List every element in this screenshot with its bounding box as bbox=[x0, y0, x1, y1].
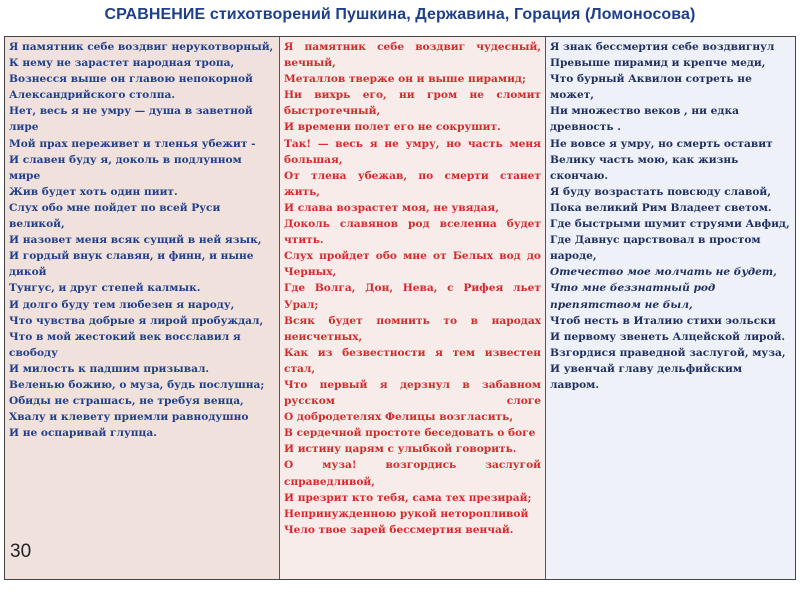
poem-line: Металлов тверже он и выше пирамид; bbox=[284, 73, 526, 86]
poem-line: Не вовсе я умру, но смерть оставит bbox=[550, 137, 773, 150]
poem-line: Где быстрыми шумит струями Авфид, bbox=[550, 218, 790, 231]
poem-line: Я буду возрастать повсюду славой, bbox=[550, 185, 771, 198]
poem-line: Отечество мое молчать не будет, bbox=[550, 266, 777, 279]
poem-line: Я памятник себе воздвиг чудесный, вечный, bbox=[284, 41, 541, 70]
poem-line: Я знак бессмертия себе воздвигнул bbox=[550, 41, 775, 53]
poem-line: Как из безвестности я тем известен стал, bbox=[284, 346, 541, 375]
poem-line: Хвалу и клевету приемли равнодушно bbox=[9, 411, 249, 424]
poem-line: Тунгус, и друг степей калмык. bbox=[9, 282, 201, 295]
poem-line: От тлена убежав, по смерти станет жить, bbox=[284, 169, 541, 198]
poem-line: Что в мой жестокий век восславил я свободу bbox=[9, 330, 241, 359]
poem-line: Я памятник себе воздвиг нерукотворный, bbox=[9, 41, 274, 53]
poem-line: Что первый я дерзнул в забавном русском слоге bbox=[284, 378, 541, 408]
poem-line: Ни вихрь его, ни гром не сломит быстротечный, bbox=[284, 89, 541, 118]
poem-line: К нему не зарастет народная тропа, bbox=[9, 57, 235, 70]
poem-line: Чтоб несть в Италию стихи эольски bbox=[550, 314, 776, 327]
poem-line: Александрийского столпа. bbox=[9, 89, 176, 102]
poem-line: И славен буду я, доколь в подлунном мире bbox=[9, 153, 242, 182]
poem-line: Слух обо мне пойдет по всей Руси великой, bbox=[9, 201, 221, 231]
poem-line: Нет, весь я не умру — душа в заветной лире bbox=[9, 105, 253, 134]
poem-line: И слава возрастет моя, не увядая, bbox=[284, 201, 499, 214]
poem-line: Велику часть мою, как жизнь скончаю. bbox=[550, 153, 739, 182]
poem-line: Так! — весь я не умру, но часть меня большая, bbox=[284, 137, 541, 166]
poem-line: О муза! возгордись заслугой справедливой, bbox=[284, 459, 541, 488]
poem-line: Взгордися праведной заслугой, муза, bbox=[550, 346, 786, 359]
poem-line: И милость к падшим призывал. bbox=[9, 362, 210, 375]
poem-line: Всяк будет помнить то в народах неисчетных, bbox=[284, 314, 541, 343]
page-title: СРАВНЕНИЕ стихотворений Пушкина, Державина, Горация (Ломоносова) bbox=[104, 6, 696, 23]
poem-line: Что чувства добрые я лирой пробуждал, bbox=[9, 314, 264, 327]
lomonosov-column bbox=[546, 37, 795, 579]
poem-line: Обиды не страшась, не требуя венца, bbox=[9, 395, 244, 408]
poem-line: И увенчай главу дельфийским лавром. bbox=[550, 362, 743, 391]
poem-line: Вознесся выше он главою непокорной bbox=[9, 73, 253, 86]
comparison-table bbox=[4, 36, 796, 580]
poem-line: О добродетелях Фелицы возгласить, bbox=[284, 411, 514, 424]
poem-line: Доколь славянов род вселенна будет чтить. bbox=[284, 218, 541, 247]
poem-line: И истину царям с улыбкой говорить. bbox=[284, 443, 517, 456]
poem-line: В сердечной простоте беседовать о боге bbox=[284, 427, 536, 440]
poem-line: Где Давнус царствовал в простом народе, bbox=[550, 234, 761, 263]
poem-line: И первому звенеть Алцейской лирой. bbox=[550, 330, 786, 343]
page-number: 30 bbox=[10, 541, 32, 562]
poem-line: Где Волга, Дон, Нева, с Рифея льет Урал; bbox=[284, 282, 541, 311]
poem-line: Что бурный Аквилон сотреть не может, bbox=[550, 73, 752, 102]
poem-line: Чело твое зарей бессмертия венчай. bbox=[284, 523, 514, 536]
poem-line: И презрит кто тебя, сама тех презирай; bbox=[284, 491, 532, 504]
pushkin-column bbox=[5, 37, 280, 579]
poem-line: И времени полет его не сокрушит. bbox=[284, 121, 501, 134]
poem-line: Мой прах переживет и тленья убежит - bbox=[9, 137, 256, 150]
poem-line: И гордый внук славян, и финн, и ныне дикой bbox=[9, 250, 254, 279]
poem-line: Слух пройдет обо мне от Белых вод до Черных, bbox=[284, 250, 541, 279]
poem-line: Ни множество веков , ни едка древность . bbox=[550, 105, 740, 134]
poem-line: Пока великий Рим Владеет светом. bbox=[550, 201, 772, 214]
derzhavin-column bbox=[280, 37, 546, 579]
poem-line: Превыше пирамид и крепче меди, bbox=[550, 57, 766, 70]
poem-line: И назовет меня всяк сущий в ней язык, bbox=[9, 234, 262, 247]
poem-line: Что мне беззнатный род препятством не был, bbox=[550, 282, 716, 311]
poem-line: Веленью божию, о муза, будь послушна; bbox=[9, 378, 265, 391]
poem-line: И не оспаривай глупца. bbox=[9, 427, 157, 440]
poem-line: И долго буду тем любезен я народу, bbox=[9, 298, 235, 311]
poem-line: Непринужденною рукой неторопливой bbox=[284, 507, 529, 520]
poem-line: Жив будет хоть один пиит. bbox=[9, 185, 178, 198]
